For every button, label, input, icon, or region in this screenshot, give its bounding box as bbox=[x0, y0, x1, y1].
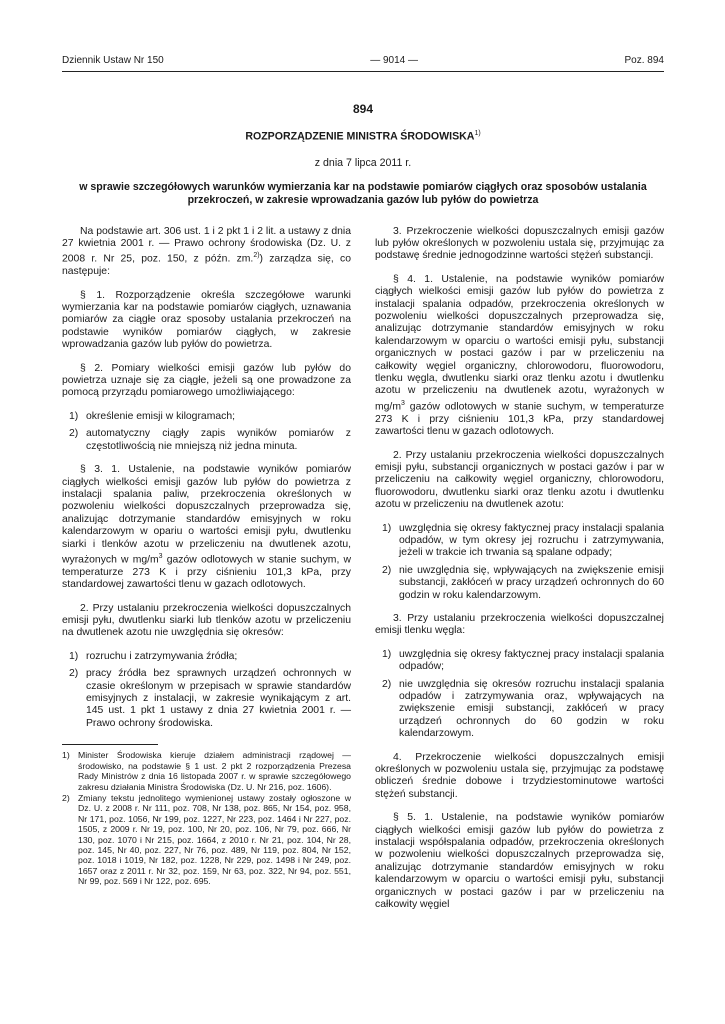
document-page bbox=[62, 55, 664, 923]
paragraph-4-1-text: § 4. 1. Ustalenie, na podstawie wyników pomiarów ciągłych wielkości emisji gazów lub pyłów do powietrza z instalacji spalania odpadów, przekroczenia określonych w pozwoleniu wielkości dopuszczalnych przeprowadza się, analizując dotrzymanie standardów emisyjnych w roku kalendarzowym w oparciu o wartości emisji pyłu, substancji organicznych w postaci gazów i par w przeliczeniu na całkowity węgiel organiczny, chlorowodoru, fluorowodoru, tlenku węgla, dwutlenku siarki oraz tlenku azotu i dwutlenku azotu w przeliczeniu na dwutlenek azotu, wyrażonych w mg/m bbox=[375, 273, 664, 413]
list-text: rozruchu i zatrzymywania źródła; bbox=[86, 650, 238, 662]
list-item bbox=[69, 668, 351, 730]
page-number: — 9014 — bbox=[370, 55, 419, 66]
paragraph-3-2: 2. Przy ustalaniu przekroczenia wielkości dopuszczalnych emisji pyłu, dwutlenku siarki lub tlenków azotu w przeliczeniu na dwutlenek azotu nie uwzględnia się okresów: bbox=[62, 602, 351, 639]
list-text: nie uwzględnia się, wpływających na zwiększenie emisji substancji, zakłóceń w pracy urządzeń ochronnych do 60 godzin w roku kalendarzowym. bbox=[399, 564, 664, 601]
paragraph-4-3-list bbox=[375, 649, 664, 741]
act-title bbox=[62, 130, 664, 143]
footnote-text: Zmiany tekstu jednolitego wymienionej ustawy zostały ogłoszone w Dz. U. z 2008 r. Nr 111, poz. 708, Nr 138, poz. 865, Nr 154, poz. 958, Nr 171, poz. 1056, Nr 199, poz. 1227, Nr 223, poz. 1464 i Nr 227, poz. 1505, z 2009 r. Nr 19, poz. 100, Nr 20, poz. 106, Nr 79, poz. 666, Nr 130, poz. 1070 i Nr 215, poz. 1664, z 2010 r. Nr 21, poz. 104, Nr 28, poz. 145, Nr 40, poz. 227, Nr 76, poz. 489, Nr 119, poz. 804, Nr 152, poz. 1018 i 1019, Nr 182, poz. 1228, Nr 229, poz. 1498 i Nr 249, poz. 1657 oraz z 2011 r. Nr 32, poz. 159, Nr 63, poz. 322, Nr 94, poz. 551, Nr 99, poz. 569 i Nr 122, poz. 695. bbox=[78, 792, 351, 887]
footnote-marker: 2) bbox=[62, 792, 70, 803]
paragraph-4-1 bbox=[375, 274, 664, 439]
list-text: automatyczny ciągły zapis wyników pomiarów z częstotliwością nie mniejszą niż jedna minuta. bbox=[86, 428, 351, 452]
unit-superscript: 3 bbox=[158, 552, 163, 560]
running-header bbox=[62, 55, 664, 72]
list-marker: 1) bbox=[382, 648, 392, 660]
list-marker: 2) bbox=[382, 678, 392, 690]
paragraph-3-2-list bbox=[62, 651, 351, 730]
paragraph-5-1: § 5. 1. Ustalenie, na podstawie wyników pomiarów ciągłych wielkości emisji gazów lub pyłów do powietrza z instalacji współspalania odpadów, przekroczenia określonych w pozwoleniu wielkości dopuszczalnych przeprowadza się, analizując dotrzymanie standardów emisyjnych w roku kalendarzowym w oparciu o wartości emisji pyłu, substancji organicznych w postaci gazów i par w przeliczeniu na całkowity węgiel bbox=[375, 812, 664, 911]
paragraph-4-2: 2. Przy ustalaniu przekroczenia wielkości dopuszczalnych emisji pyłu, substancji organicznych w postaci gazów i par w przeliczeniu na całkowity węgiel organiczny, chlorowodoru, fluorowodoru, dwutlenku siarki oraz tlenku azotu i dwutlenku azotu w przeliczeniu na dwutlenek azotu: bbox=[375, 449, 664, 511]
list-item bbox=[69, 411, 351, 423]
list-marker: 1) bbox=[69, 650, 79, 662]
paragraph-4-4: 4. Przekroczenie wielkości dopuszczalnych emisji określonych w pozwoleniu ustala się, przyjmując za podstawę obliczeń średnie dobowe i trzydziestominutowe wartości stężeń substancji. bbox=[375, 751, 664, 800]
footnote-marker: 1) bbox=[62, 750, 70, 761]
list-text: nie uwzględnia się okresów rozruchu instalacji spalania odpadów i zatrzymywania oraz, wpływających na zwiększenie emisji substancji, zakłóceń w pracy urządzeń ochronnych do 60 godzin w roku kalendarzowym. bbox=[399, 678, 664, 740]
position-number: Poz. 894 bbox=[624, 55, 664, 66]
left-column bbox=[62, 226, 351, 923]
paragraph-3-3: 3. Przekroczenie wielkości dopuszczalnych emisji gazów lub pyłów określonych w pozwoleniu ustala się, przyjmując za podstawę średnie jednogodzinne wartości stężeń substancji. bbox=[375, 225, 664, 262]
footnotes bbox=[62, 750, 351, 886]
title-footnote-ref: 1) bbox=[474, 130, 481, 137]
journal-name: Dziennik Ustaw Nr 150 bbox=[62, 55, 164, 66]
paragraph-3-1-end: gazów odlotowych w stanie suchym, w temperaturze 273 K i przy ciśnieniu 101,3 kPa, przy standardowej zawartości tlenu w gazach odlotowych. bbox=[62, 554, 351, 591]
paragraph-1: § 1. Rozporządzenie określa szczegółowe warunki wymierzania kar na podstawie pomiarów ciągłych, uznawania pomiarów za ciągłe oraz sposoby ustalania przekroczeń na podstawie wyników pomiarów ciągłych, w zakresie wprowadzania gazów lub pyłów do powietrza. bbox=[62, 289, 351, 351]
footnote bbox=[62, 750, 351, 792]
paragraph-3-1-text: § 3. 1. Ustalenie, na podstawie wyników pomiarów ciągłych wielkości emisji gazów lub pyłów do powietrza z instalacji spalania paliw, przekroczenia określonych w pozwoleniu wielkości dopuszczalnych przeprowadza się, analizując dotrzymanie standardów emisyjnych w roku kalendarzowym w opariu o wartości emisji pyłu, dwutlenku siarki i tlenków azotu w przeliczeniu na dwutlenek azotu, wyrażonych w mg/m bbox=[62, 464, 351, 566]
body-columns bbox=[62, 226, 664, 923]
unit-superscript: 3 bbox=[400, 399, 405, 407]
paragraph-4-2-list bbox=[375, 523, 664, 602]
list-item bbox=[382, 565, 664, 602]
act-title-text: ROZPORZĄDZENIE MINISTRA ŚRODOWISKA bbox=[245, 130, 475, 143]
footnote bbox=[62, 793, 351, 887]
paragraph-2: § 2. Pomiary wielkości emisji gazów lub pyłów do powietrza uznaje się za ciągłe, jeżeli są one prowadzone za pomocą przyrządu pomiarowego umożliwiającego: bbox=[62, 362, 351, 399]
list-text: pracy źródła bez sprawnych urządzeń ochronnych w czasie określonym w przepisach w sprawie standardów emisyjnych z instalacji, w zakresie wynikającym z art. 145 ust. 1 pkt 1 ustawy z dnia 27 kwietnia 2001 r. — Prawo ochrony środowiska. bbox=[86, 668, 351, 729]
paragraph-4-3: 3. Przy ustalaniu przekroczenia wielkości dopuszczalnej emisji tlenku węgla: bbox=[375, 612, 664, 637]
legal-basis-end: ) zarządza się, co następuje: bbox=[62, 253, 351, 278]
list-item bbox=[382, 679, 664, 741]
list-marker: 1) bbox=[382, 522, 392, 534]
paragraph-2-list bbox=[62, 411, 351, 453]
paragraph-3-1 bbox=[62, 464, 351, 592]
list-item bbox=[69, 428, 351, 453]
list-marker: 2) bbox=[69, 428, 79, 440]
footnote-separator bbox=[62, 744, 158, 745]
footnote-ref-2: 2) bbox=[253, 252, 260, 260]
legal-basis-text: Na podstawie art. 306 ust. 1 i 2 pkt 1 i 2 lit. a ustawy z dnia 27 kwietnia 2001 r. — Prawo ochrony środowiska (Dz. U. z 2008 r. Nr 25, poz. 150, z późn. zm. bbox=[62, 225, 351, 265]
list-text: określenie emisji w kilogramach; bbox=[86, 410, 235, 422]
act-date: z dnia 7 lipca 2011 r. bbox=[314, 156, 412, 169]
paragraph-4-1-end: gazów odlotowych w stanie suchym, w temperaturze 273 K i przy ciśnieniu 101,3 kPa, przy standardowej zawartości tlenu w gazach odlotowych. bbox=[375, 401, 664, 438]
list-item bbox=[382, 523, 664, 560]
list-marker: 2) bbox=[382, 564, 392, 576]
act-subject: w sprawie szczegółowych warunków wymierzania kar na podstawie pomiarów ciągłych oraz sposobów ustalania przekroczeń, w zakresie wprowadzania gazów lub pyłów do powietrza bbox=[79, 180, 647, 206]
footnote-text: Minister Środowiska kieruje działem administracji rządowej — środowisko, na podstawie § 1 ust. 2 pkt 2 rozporządzenia Prezesa Rady Ministrów z dnia 16 listopada 2007 r. w sprawie szczegółowego zakresu działania Ministra Środowiska (Dz. U. Nr 216, poz. 1606). bbox=[78, 750, 351, 792]
right-column bbox=[375, 226, 664, 923]
legal-basis bbox=[62, 226, 351, 279]
list-marker: 2) bbox=[69, 668, 79, 680]
list-marker: 1) bbox=[69, 410, 79, 422]
list-text: uwzględnia się okresy faktycznej pracy instalacji spalania odpadów; bbox=[399, 648, 664, 673]
list-item bbox=[382, 649, 664, 674]
list-item bbox=[69, 651, 351, 663]
list-text: uwzględnia się okresy faktycznej pracy instalacji spalania odpadów, w tym okresy jej rozruchu i zatrzymywania, jeżeli w trakcie ich trwania są spalane odpady; bbox=[399, 522, 664, 559]
act-number: 894 bbox=[352, 102, 374, 116]
